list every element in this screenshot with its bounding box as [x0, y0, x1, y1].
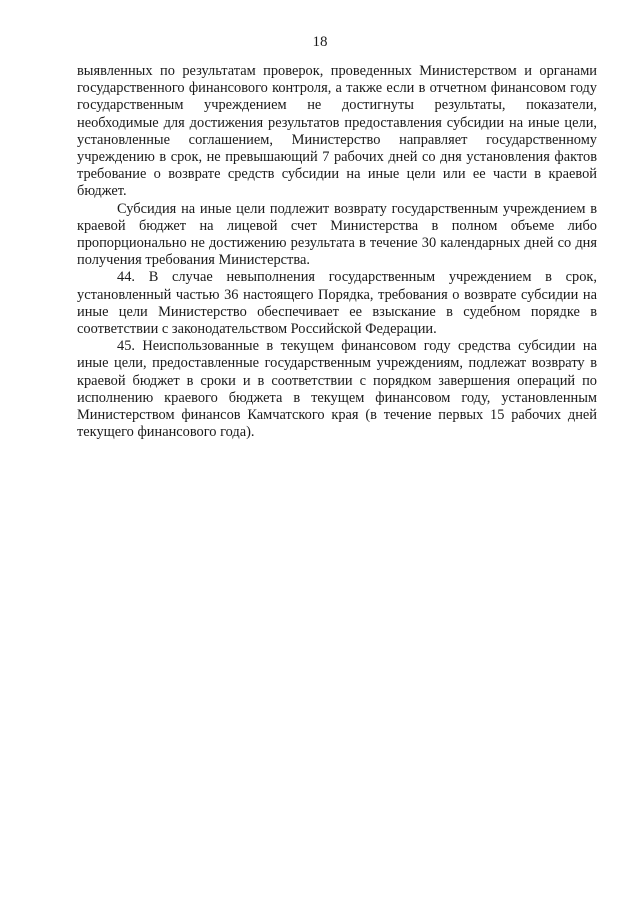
paragraph-45: 45. Неиспользованные в текущем финансовом году средства субсидии на иные цели, предоставленные государственным учреждениям, подлежат возврату в краевой бюджет в сроки и в соответствии с порядком завершения операций по исполнению краевого бюджета в текущем финансовом году, установленным Министерством финансов Камчатского края (в течение первых 15 рабочих дней текущего финансового года). [77, 338, 597, 441]
paragraph-continuation: выявленных по результатам проверок, проведенных Министерством и органами государственного финансового контроля, а также если в отчетном финансовом году государственным учреждением не достигнуты результаты, показатели, необходимые для достижения результатов предоставления субсидии на иные цели, установленные соглашением, Министерство направляет государственному учреждению в срок, не превышающий 7 рабочих дней со дня установления фактов требование о возврате средств субсидии на иные цели или ее части в краевой бюджет. [77, 63, 597, 200]
paragraph-subsidy-return: Субсидия на иные цели подлежит возврату государственным учреждением в краевой бюджет на лицевой счет Министерства в полном объеме либо пропорционально не достижению результата в течение 30 календарных дней со дня получения требования Министерства. [77, 200, 597, 269]
paragraph-44: 44. В случае невыполнения государственным учреждением в срок, установленный частью 36 настоящего Порядка, требования о возврате субсидии на иные цели Министерство обеспечивает ее взыскание в судебном порядке в соответствии с законодательством Российской Федерации. [77, 269, 597, 338]
page-number: 18 [312, 34, 328, 50]
document-body [77, 63, 597, 441]
